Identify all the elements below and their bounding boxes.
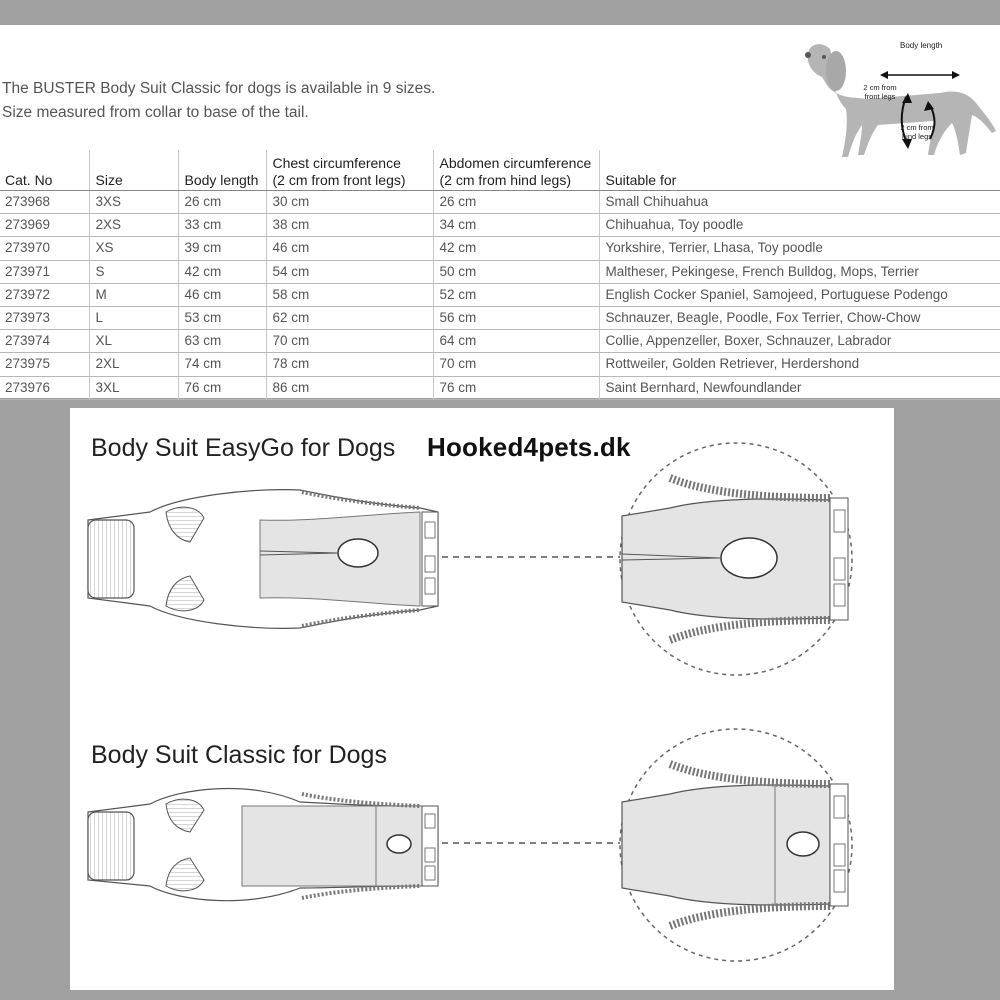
header-chest-line-2: (2 cm from front legs) xyxy=(272,172,406,188)
front-legs-label-line-2: front legs xyxy=(864,92,896,101)
cell-size: XS xyxy=(89,237,178,260)
cell-cat: 273971 xyxy=(0,260,89,283)
cell-abdomen: 64 cm xyxy=(433,330,599,353)
cell-body: 63 cm xyxy=(178,330,266,353)
table-row xyxy=(0,353,1000,376)
cell-cat: 273970 xyxy=(0,237,89,260)
cell-suitable: Schnauzer, Beagle, Poodle, Fox Terrier, Chow-Chow xyxy=(599,306,1000,329)
hind-legs-label-line-1: 2 cm from xyxy=(900,123,934,132)
cell-body: 42 cm xyxy=(178,260,266,283)
table-row xyxy=(0,214,1000,237)
cell-body: 46 cm xyxy=(178,283,266,306)
cell-suitable: Saint Bernhard, Newfoundlander xyxy=(599,376,1000,399)
table-row xyxy=(0,283,1000,306)
cell-body: 26 cm xyxy=(178,191,266,214)
table-row xyxy=(0,376,1000,399)
cell-suitable: Chihuahua, Toy poodle xyxy=(599,214,1000,237)
cell-cat: 273973 xyxy=(0,306,89,329)
cell-abdomen: 50 cm xyxy=(433,260,599,283)
easygo-suit-drawing xyxy=(88,443,852,675)
cell-cat: 273968 xyxy=(0,191,89,214)
cell-chest: 30 cm xyxy=(266,191,433,214)
header-body-length: Body length xyxy=(178,150,266,191)
cell-size: S xyxy=(89,260,178,283)
cell-suitable: Rottweiler, Golden Retriever, Herdershond xyxy=(599,353,1000,376)
front-legs-label-line-1: 2 cm from xyxy=(863,83,897,92)
table-header-row xyxy=(0,150,1000,191)
cell-abdomen: 52 cm xyxy=(433,283,599,306)
cell-abdomen: 34 cm xyxy=(433,214,599,237)
cell-chest: 86 cm xyxy=(266,376,433,399)
intro-line-1: The BUSTER Body Suit Classic for dogs is available in 9 sizes. xyxy=(2,80,436,97)
header-size: Size xyxy=(89,150,178,191)
intro-line-2: Size measured from collar to base of the tail. xyxy=(2,104,309,121)
body-suit-illustrations xyxy=(70,408,894,990)
cell-size: M xyxy=(89,283,178,306)
cell-chest: 46 cm xyxy=(266,237,433,260)
cell-suitable: Maltheser, Pekingese, French Bulldog, Mops, Terrier xyxy=(599,260,1000,283)
header-chest xyxy=(266,150,433,191)
table-row xyxy=(0,306,1000,329)
cell-chest: 70 cm xyxy=(266,330,433,353)
cell-size: L xyxy=(89,306,178,329)
header-chest-line-1: Chest circumference xyxy=(272,155,401,171)
table-row xyxy=(0,237,1000,260)
cell-body: 39 cm xyxy=(178,237,266,260)
cell-cat: 273976 xyxy=(0,376,89,399)
cell-chest: 78 cm xyxy=(266,353,433,376)
cell-body: 33 cm xyxy=(178,214,266,237)
cell-body: 74 cm xyxy=(178,353,266,376)
cell-abdomen: 56 cm xyxy=(433,306,599,329)
header-suitable: Suitable for xyxy=(599,150,1000,191)
cell-size: 2XS xyxy=(89,214,178,237)
cell-abdomen: 76 cm xyxy=(433,376,599,399)
cell-size: XL xyxy=(89,330,178,353)
size-table xyxy=(0,150,1000,400)
cell-cat: 273972 xyxy=(0,283,89,306)
cell-chest: 62 cm xyxy=(266,306,433,329)
cell-chest: 58 cm xyxy=(266,283,433,306)
cell-suitable: English Cocker Spaniel, Samojeed, Portuguese Podengo xyxy=(599,283,1000,306)
header-cat-no: Cat. No xyxy=(0,150,89,191)
hind-legs-label-line-2: hind legs xyxy=(901,132,933,141)
header-abdomen-line-2: (2 cm from hind legs) xyxy=(439,172,571,188)
front-legs-label xyxy=(860,83,900,101)
cell-suitable: Yorkshire, Terrier, Lhasa, Toy poodle xyxy=(599,237,1000,260)
cell-suitable: Small Chihuahua xyxy=(599,191,1000,214)
cell-chest: 54 cm xyxy=(266,260,433,283)
cell-suitable: Collie, Appenzeller, Boxer, Schnauzer, Labrador xyxy=(599,330,1000,353)
header-abdomen xyxy=(433,150,599,191)
hind-legs-label xyxy=(897,123,937,141)
product-illustration-panel xyxy=(70,408,894,990)
easygo-title: Body Suit EasyGo for Dogs xyxy=(91,434,396,462)
cell-cat: 273975 xyxy=(0,353,89,376)
cell-size: 3XS xyxy=(89,191,178,214)
cell-abdomen: 42 cm xyxy=(433,237,599,260)
size-info-panel xyxy=(0,25,1000,398)
cell-size: 2XL xyxy=(89,353,178,376)
table-row xyxy=(0,191,1000,214)
cell-body: 76 cm xyxy=(178,376,266,399)
table-row xyxy=(0,260,1000,283)
cell-size: 3XL xyxy=(89,376,178,399)
cell-cat: 273969 xyxy=(0,214,89,237)
cell-chest: 38 cm xyxy=(266,214,433,237)
cell-body: 53 cm xyxy=(178,306,266,329)
cell-abdomen: 26 cm xyxy=(433,191,599,214)
table-row xyxy=(0,330,1000,353)
cell-abdomen: 70 cm xyxy=(433,353,599,376)
cell-cat: 273974 xyxy=(0,330,89,353)
body-length-label: Body length xyxy=(900,41,943,50)
header-abdomen-line-1: Abdomen circumference xyxy=(439,155,592,171)
classic-title: Body Suit Classic for Dogs xyxy=(91,741,387,769)
brand-watermark: Hooked4pets.dk xyxy=(427,432,631,462)
intro-text xyxy=(2,77,435,125)
